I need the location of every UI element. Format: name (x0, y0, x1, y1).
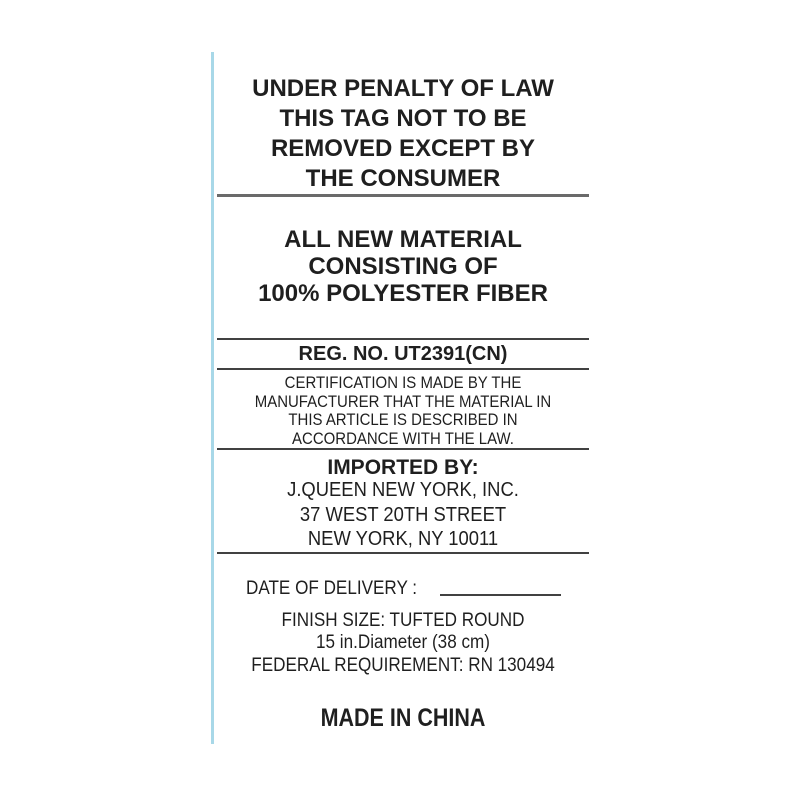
made-in-country: MADE IN CHINA (320, 703, 486, 732)
date-of-delivery-row (217, 578, 589, 599)
section-divider (217, 552, 589, 554)
importer-street: 37 WEST 20TH STREET (299, 503, 507, 526)
importer-address (217, 478, 589, 552)
warning-line: UNDER PENALTY OF LAW (252, 75, 554, 102)
warning-line: THE CONSUMER (305, 165, 501, 192)
certification-line: THIS ARTICLE IS DESCRIBED IN (288, 410, 518, 429)
reg-number: REG. NO. UT2391(CN) (298, 343, 508, 365)
warning-line: THIS TAG NOT TO BE (279, 105, 527, 132)
date-of-delivery-label: DATE OF DELIVERY : (246, 577, 418, 599)
warning-line: REMOVED EXCEPT BY (270, 135, 536, 162)
penalty-warning (217, 74, 589, 194)
certification-line: ACCORDANCE WITH THE LAW. (292, 428, 514, 448)
finish-size: FINISH SIZE: TUFTED ROUND (281, 609, 525, 631)
certification-line: MANUFACTURER THAT THE MATERIAL IN (254, 391, 552, 411)
section-divider (217, 448, 589, 450)
material-line: 100% POLYESTER FIBER (258, 280, 548, 307)
imported-by-heading: IMPORTED BY: (327, 456, 479, 479)
date-of-delivery-blank-line (440, 594, 561, 596)
material-line: ALL NEW MATERIAL (284, 226, 522, 253)
section-divider (217, 194, 589, 197)
certification-line: CERTIFICATION IS MADE BY THE (284, 373, 522, 392)
importer-name: J.QUEEN NEW YORK, INC. (287, 479, 519, 501)
federal-requirement: FEDERAL REQUIREMENT: RN 130494 (251, 654, 555, 676)
certification-statement (217, 374, 589, 448)
material-statement (217, 226, 589, 307)
importer-city: NEW YORK, NY 10011 (307, 528, 499, 550)
material-line: CONSISTING OF (308, 253, 498, 280)
finish-dimensions: 15 in.Diameter (38 cm) (316, 631, 490, 653)
label-edge-line (211, 52, 214, 744)
law-label (211, 52, 591, 744)
section-divider (217, 368, 589, 370)
label-content (217, 52, 589, 730)
